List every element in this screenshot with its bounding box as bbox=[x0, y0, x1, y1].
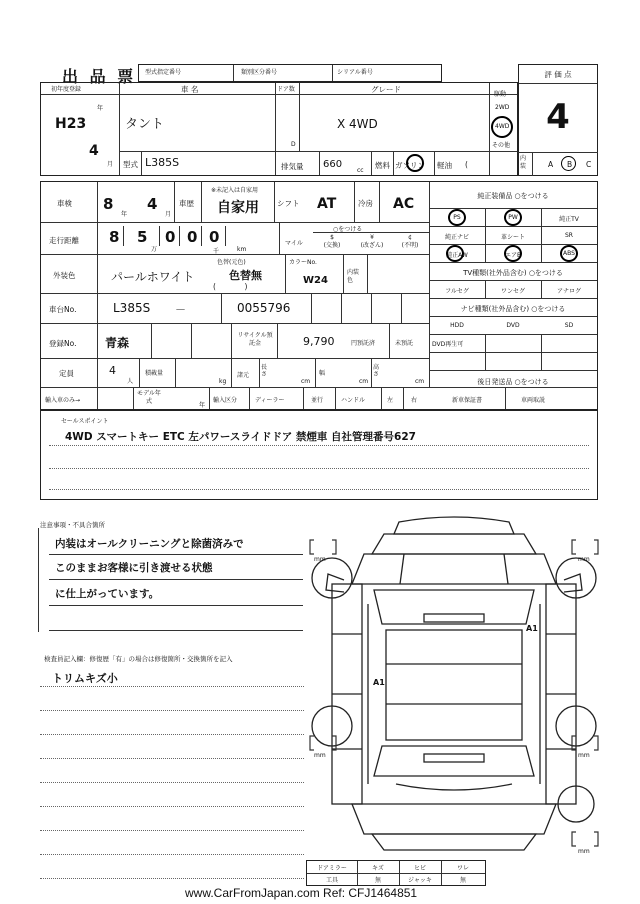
grade-value: X 4WD bbox=[337, 117, 378, 131]
parallel-option: 並行 bbox=[311, 397, 324, 404]
footer-reference: www.CarFromJapan.com Ref: CFJ1464851 bbox=[185, 886, 418, 900]
fuel-gasoline-circle bbox=[406, 154, 424, 172]
legend-tools-value: 無 bbox=[374, 877, 381, 884]
model-year-unit: 年 bbox=[199, 402, 206, 409]
equip-ps: PS bbox=[453, 214, 461, 221]
orig-color-label: 色替(元色) bbox=[217, 259, 246, 266]
mm-rear-right: mm bbox=[578, 752, 590, 759]
equipment-panel bbox=[429, 182, 597, 409]
tv-title: TV種類(社外品含む) ○をつける bbox=[463, 269, 563, 277]
mileage-digit-4: 0 bbox=[187, 228, 198, 246]
drive-4wd: 4WD bbox=[495, 123, 510, 130]
color-value: パールホワイト bbox=[111, 270, 195, 284]
tv-analog: アナログ bbox=[556, 288, 581, 295]
meter-swap: $ (交換) bbox=[323, 234, 341, 249]
length-cm: cm bbox=[301, 378, 311, 385]
document-title: 出 品 票 bbox=[62, 67, 137, 86]
inspection-label: 車検 bbox=[57, 199, 72, 208]
use-label: 車歴 bbox=[179, 199, 194, 208]
recycle-done: 円預託済 bbox=[351, 340, 376, 347]
shift-label: シフト bbox=[277, 199, 300, 208]
use-value: 自家用 bbox=[217, 200, 259, 216]
handle-right: 右 bbox=[411, 397, 418, 404]
later-manual: 車両取説 bbox=[520, 397, 545, 404]
tv-fullseg: フルセグ bbox=[445, 288, 469, 295]
color-no-label: カラーNo. bbox=[289, 259, 317, 266]
mm-front-left: mm bbox=[314, 556, 326, 563]
interior-a: A bbox=[548, 160, 554, 169]
recycle-label: リサイクル預託金 bbox=[237, 332, 273, 347]
equip-ps-circle bbox=[448, 209, 466, 226]
car-name-label: 車 名 bbox=[181, 85, 199, 94]
equip-aw-circle bbox=[446, 245, 464, 262]
legend-break: ワレ bbox=[456, 865, 469, 872]
chassis-no: 0055796 bbox=[237, 301, 291, 315]
legend-mirror: ドアミラー bbox=[317, 865, 347, 872]
interior-b-circle bbox=[561, 156, 576, 171]
mileage-digit-2: 5 bbox=[137, 228, 148, 246]
model-year-label: モデル年式 bbox=[137, 390, 161, 405]
capacity-label: 定員 bbox=[59, 369, 74, 378]
inspection-month-unit: 月 bbox=[165, 211, 172, 218]
size-label: 諸元 bbox=[237, 372, 250, 379]
circle-note: ○をつける bbox=[333, 226, 363, 233]
fuel-label: 燃料 bbox=[375, 161, 390, 170]
inspector-text: トリムキズ小 bbox=[52, 672, 118, 685]
shift-value: AT bbox=[317, 196, 337, 212]
legend-jack-value: 無 bbox=[459, 877, 466, 884]
legend-jack: ジャッキ bbox=[408, 877, 432, 884]
equip-sr: SR bbox=[565, 232, 573, 239]
displacement-label: 排気量 bbox=[281, 162, 304, 171]
notes-line-2: このままお客様に引き渡せる状態 bbox=[55, 562, 213, 574]
mileage-digit-5: 0 bbox=[209, 228, 220, 246]
equip-airbag-circle bbox=[504, 245, 522, 262]
inspector-lines bbox=[40, 686, 304, 886]
color-change: 色替無 bbox=[229, 269, 262, 282]
load-label: 積載量 bbox=[145, 370, 164, 377]
drive-2wd: 2WD bbox=[495, 104, 510, 111]
mm-spare: mm bbox=[578, 848, 590, 855]
color-label: 外装色 bbox=[53, 271, 76, 280]
height-label: 高さ bbox=[373, 364, 380, 378]
mile-label: マイル bbox=[285, 240, 303, 247]
height-cm: cm bbox=[415, 378, 425, 385]
equip-pw-circle bbox=[504, 209, 522, 226]
notes-label: 注意事項・不具合箇所 bbox=[40, 521, 105, 529]
width-cm: cm bbox=[359, 378, 369, 385]
model-label: 型式 bbox=[123, 160, 138, 169]
interior-grade-row bbox=[518, 152, 598, 176]
era-value: H23 bbox=[55, 116, 87, 132]
interior-c: C bbox=[586, 160, 592, 169]
notes-line-3: に仕上がっています。 bbox=[55, 588, 160, 600]
equip-abs: ABS bbox=[563, 250, 575, 257]
displacement-value: 660 bbox=[323, 159, 343, 170]
category-label: 類別区分番号 bbox=[241, 69, 278, 76]
mileage-digit-1: 8 bbox=[109, 228, 120, 246]
width-label: 幅 bbox=[319, 370, 326, 377]
color-no: W24 bbox=[303, 275, 328, 286]
mileage-digit-3: 0 bbox=[165, 228, 176, 246]
drive-other: その他 bbox=[492, 142, 511, 149]
equip-leather: 革シート bbox=[500, 234, 525, 241]
navi-title: ナビ種類(社外品含む) ○をつける bbox=[460, 305, 566, 313]
mm-rear-left: mm bbox=[314, 752, 326, 759]
car-diagram bbox=[304, 514, 604, 854]
model-value: L385S bbox=[145, 156, 180, 169]
inspection-year-unit: 年 bbox=[121, 211, 128, 218]
interior-b: B bbox=[567, 160, 573, 169]
vehicle-detail-block bbox=[40, 181, 598, 410]
chassis-prefix: L385S bbox=[113, 301, 151, 315]
legend-crack: ヒビ bbox=[413, 865, 426, 872]
navi-sd: SD bbox=[564, 322, 574, 329]
dealer-option: ディーラー bbox=[255, 397, 285, 404]
vehicle-basic-block bbox=[40, 82, 518, 176]
grade-label: グレード bbox=[371, 85, 401, 94]
fuel-gasoline: ガソリン bbox=[395, 161, 425, 170]
drive-label: 駆動 bbox=[494, 91, 507, 98]
capacity-value: 4 bbox=[109, 364, 116, 377]
later-warranty: 新車保証書 bbox=[451, 397, 482, 404]
equip-tv: 純正TV bbox=[559, 216, 579, 223]
handle-label: ハンドル bbox=[341, 397, 366, 404]
meter-alter: ¥ (改ざん) bbox=[360, 234, 384, 249]
sales-point-box bbox=[40, 410, 598, 500]
inspection-month: 4 bbox=[147, 195, 158, 213]
plate-value: 青森 bbox=[105, 336, 130, 350]
color-paren: ( ) bbox=[213, 282, 248, 291]
notes-line-1: 内装はオールクリーニングと除菌済みで bbox=[55, 538, 244, 550]
interior-label: 内装 bbox=[520, 155, 527, 170]
legend-scratch: キズ bbox=[372, 865, 384, 872]
score-label: 評 価 点 bbox=[544, 70, 572, 79]
equip-pw: PW bbox=[508, 214, 518, 221]
recycle-value: 9,790 bbox=[303, 335, 335, 348]
navi-hdd: HDD bbox=[450, 322, 464, 329]
doors-unit: D bbox=[291, 141, 296, 148]
interior-color-label: 内装色 bbox=[347, 269, 360, 284]
sales-point-text: 4WD スマートキー ETC 左パワースライドドア 禁煙車 自社管理番号627 bbox=[65, 431, 416, 443]
mileage-man: 万 bbox=[151, 246, 158, 253]
score-value: 4 bbox=[546, 97, 570, 137]
capacity-unit: 人 bbox=[127, 378, 134, 385]
legend-table bbox=[306, 860, 486, 886]
later-title: 後日発送品 ○をつける bbox=[477, 378, 549, 386]
legend-tools: 工具 bbox=[325, 877, 338, 884]
damage-mark-right: A1 bbox=[526, 624, 538, 633]
drive-4wd-circle bbox=[491, 116, 513, 138]
handle-left: 左 bbox=[387, 397, 394, 404]
equip-navi: 純正ナビ bbox=[444, 234, 469, 241]
equipment-title: 純正装備品 ○をつける bbox=[477, 192, 549, 200]
chassis-dash: － bbox=[175, 303, 186, 316]
length-label: 長さ bbox=[261, 364, 268, 378]
navi-dvd: DVD bbox=[506, 322, 520, 329]
notes-box bbox=[38, 528, 303, 632]
car-name: タント bbox=[125, 117, 165, 132]
doors-label: ドア数 bbox=[277, 86, 295, 93]
tv-oneseg: ワンセグ bbox=[500, 288, 525, 295]
inspector-label: 検査員記入欄：修復歴「有」の場合は修復箇所・交換箇所を記入 bbox=[44, 655, 233, 663]
equip-aw: 純正AW bbox=[446, 252, 468, 259]
month-value: 4 bbox=[89, 143, 99, 159]
displacement-unit: cc bbox=[357, 167, 364, 174]
mm-front-right: mm bbox=[578, 556, 590, 563]
serial-label: シリアル番号 bbox=[337, 69, 373, 76]
model-code-label: 型式指定番号 bbox=[145, 69, 182, 76]
year-unit: 年 bbox=[97, 105, 104, 112]
mileage-unit: km bbox=[237, 246, 247, 253]
import-class-label: 輸入区分 bbox=[213, 397, 238, 404]
mileage-sen: 千 bbox=[213, 248, 220, 255]
dvd-player: DVD再生可 bbox=[432, 341, 464, 348]
mileage-label: 走行距離 bbox=[49, 236, 79, 245]
inspection-year: 8 bbox=[103, 195, 114, 213]
fuel-other: ( bbox=[465, 160, 468, 169]
month-unit: 月 bbox=[107, 161, 114, 168]
ac-value: AC bbox=[393, 196, 415, 212]
equip-airbag: エアB bbox=[504, 252, 522, 259]
id-fields bbox=[138, 64, 442, 82]
ac-label: 冷房 bbox=[358, 199, 373, 208]
fuel-diesel: 軽油 bbox=[437, 161, 452, 170]
equip-abs-circle bbox=[560, 245, 578, 262]
damage-mark-left: A1 bbox=[373, 678, 385, 687]
plate-label: 登録No. bbox=[49, 339, 77, 348]
sales-point-label: セールスポイント bbox=[61, 418, 109, 425]
import-label: 輸入車のみ→ bbox=[45, 397, 81, 404]
recycle-not: 未預託 bbox=[395, 340, 414, 347]
first-reg-label: 初年度登録 bbox=[51, 86, 82, 93]
meter-unknown: ¢ (不明) bbox=[401, 234, 419, 249]
load-unit: kg bbox=[219, 378, 227, 385]
chassis-label: 車台No. bbox=[49, 305, 77, 314]
unregistered-note: ※未記入は自家用 bbox=[211, 187, 259, 194]
